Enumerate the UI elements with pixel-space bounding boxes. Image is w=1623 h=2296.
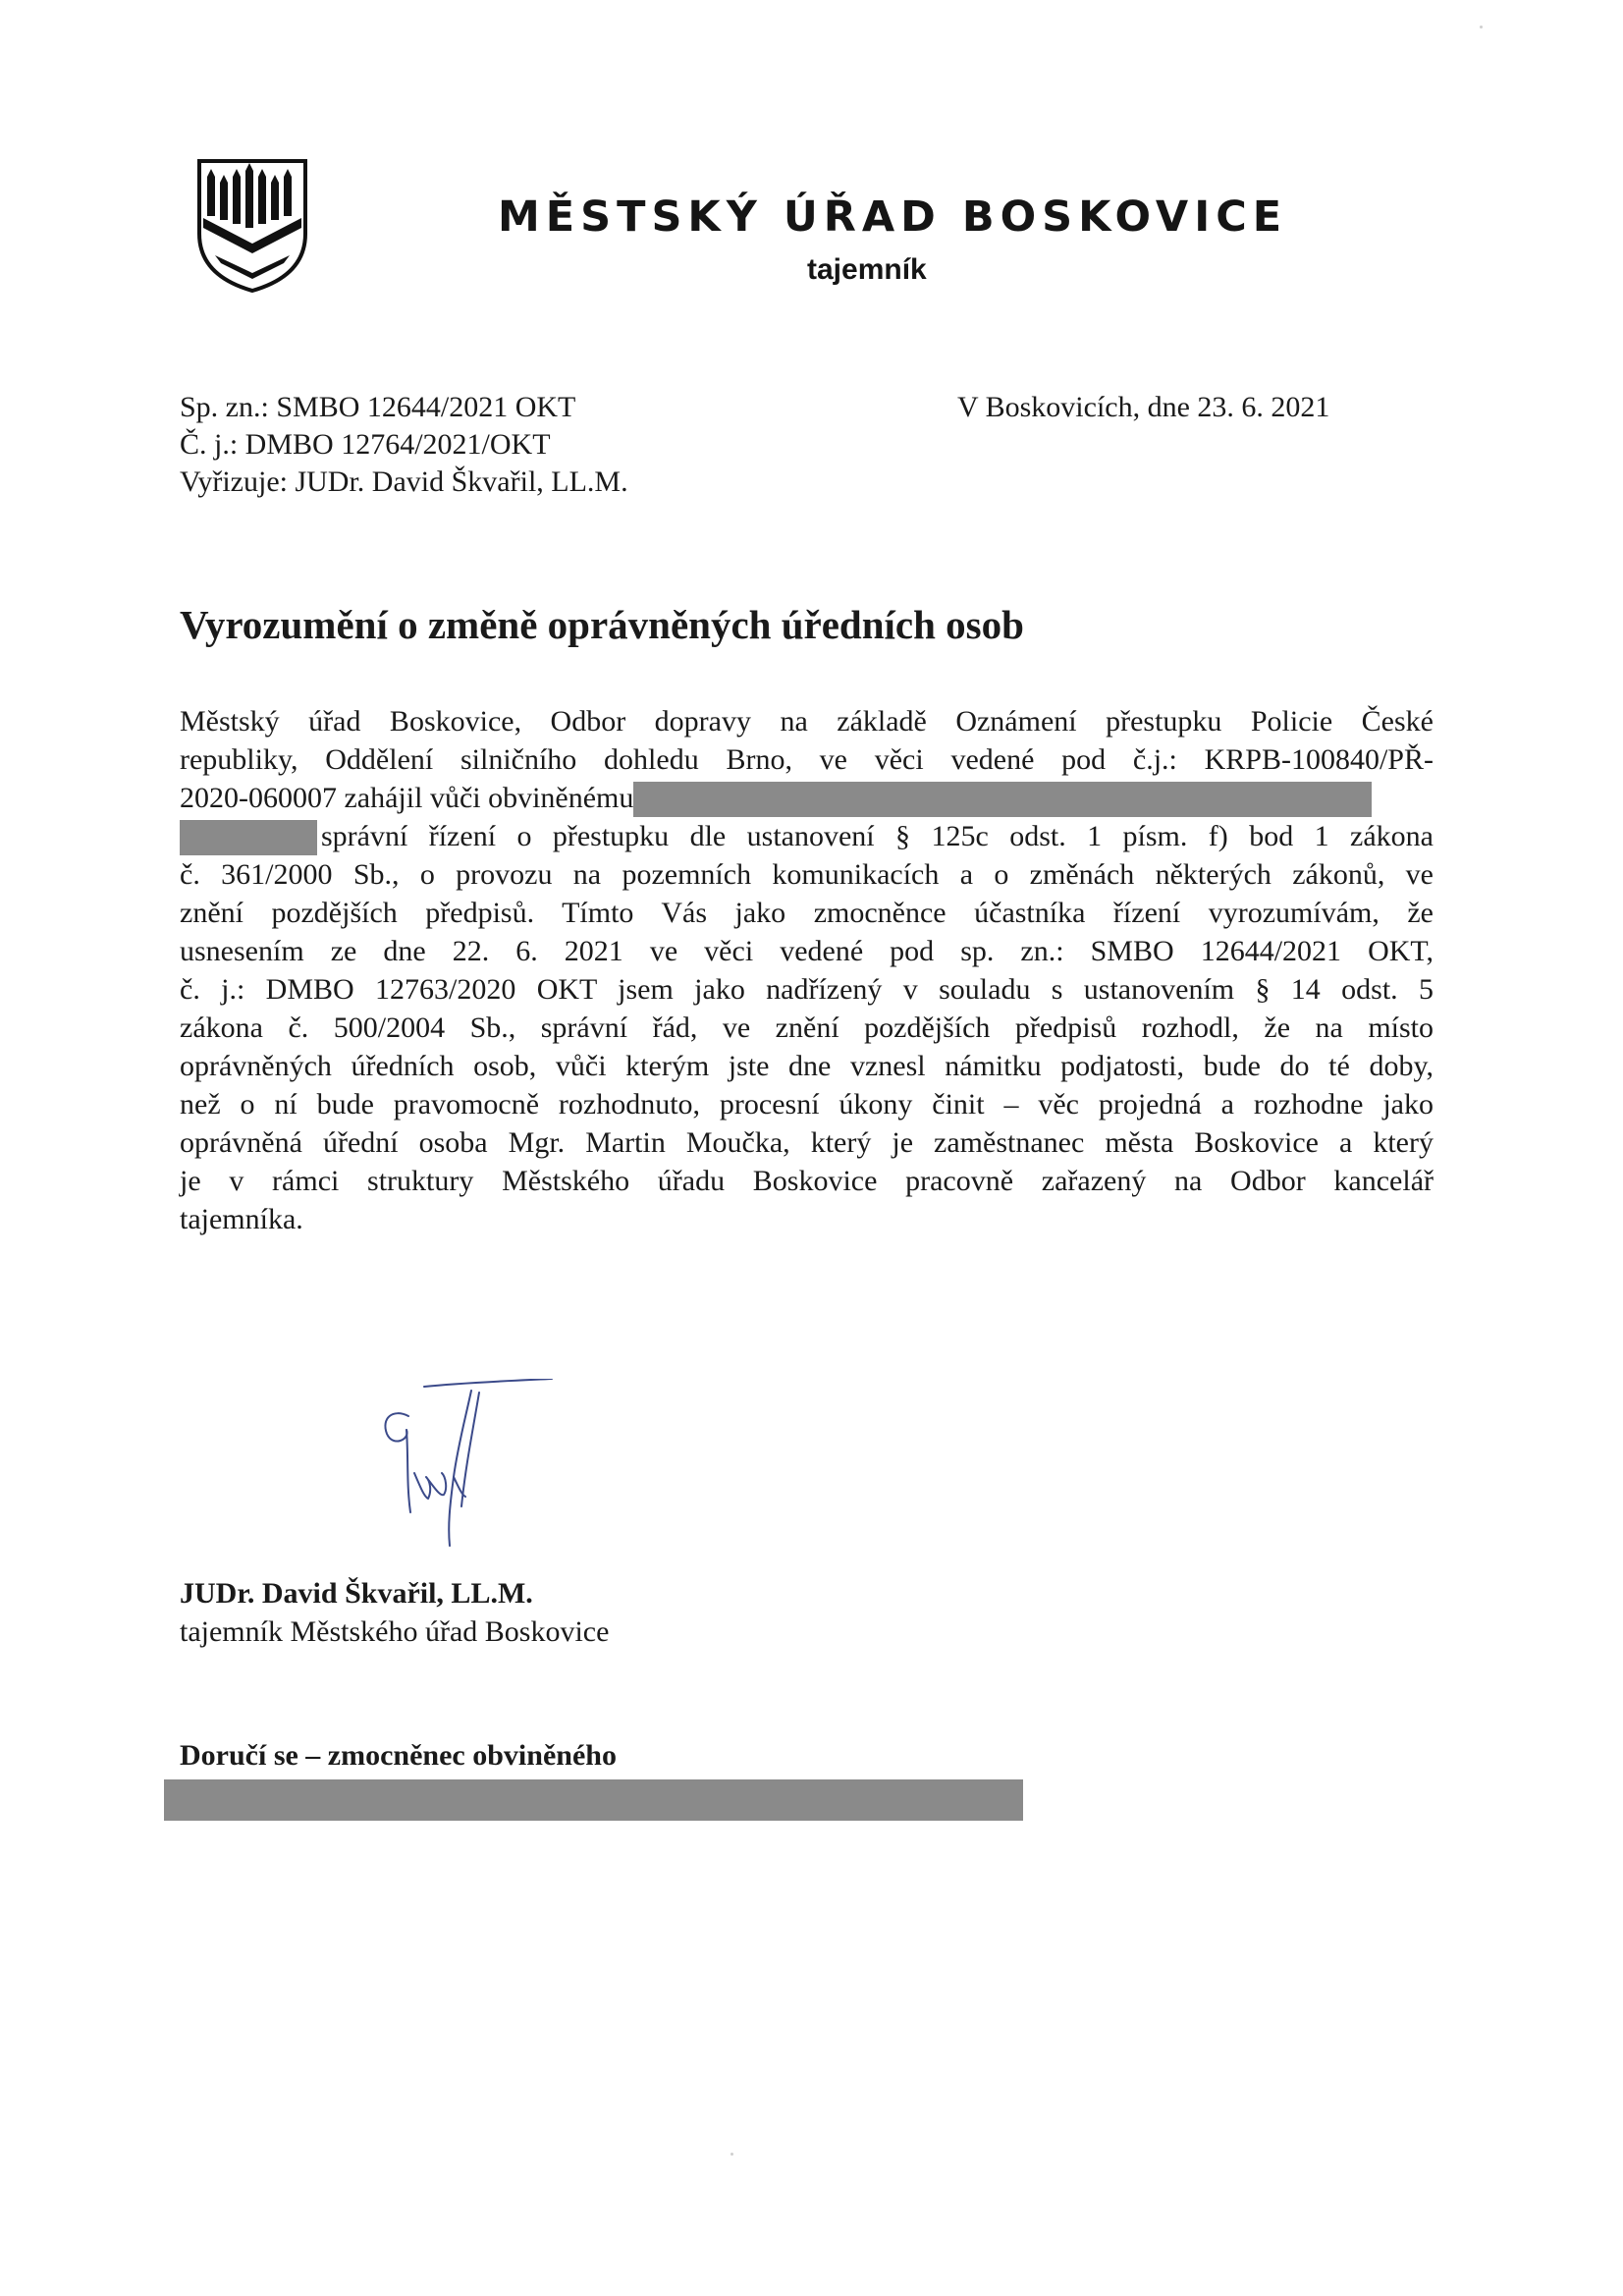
body-line-with-redaction — [180, 817, 1434, 855]
handwritten-signature — [363, 1379, 569, 1556]
document-title: Vyrozumění o změně oprávněných úředních osob — [180, 602, 1024, 647]
document-date: V Boskovicích, dne 23. 6. 2021 — [957, 391, 1330, 423]
handled-by: Vyřizuje: JUDr. David Škvařil, LL.M. — [180, 465, 628, 498]
body-line: Městský úřad Boskovice, Odbor dopravy na základě Oznámení přestupku Policie České — [180, 705, 1434, 738]
redaction-bar — [164, 1779, 1023, 1821]
body-line: znění pozdějších předpisů. Tímto Vás jako zmocněnce účastníka řízení vyrozumívám, že — [180, 897, 1434, 929]
office-name: MĚSTSKÝ ÚŘAD BOSKOVICE — [498, 192, 1288, 242]
body-line: než o ní bude pravomocně rozhodnuto, procesní úkony činit – věc projedná a rozhodne jako — [180, 1088, 1434, 1121]
office-subtitle: tajemník — [807, 253, 927, 286]
body-text-fragment: správní řízení o přestupku dle ustanovení § 125c odst. 1 písm. f) bod 1 zákona — [321, 820, 1434, 852]
body-line: usnesením ze dne 22. 6. 2021 ve věci vedené pod sp. zn.: SMBO 12644/2021 OKT, — [180, 935, 1434, 967]
body-text-fragment: 2020-060007 zahájil vůči obviněnému — [180, 782, 634, 814]
body-line-with-redaction — [180, 779, 1434, 817]
body-line: č. j.: DMBO 12763/2020 OKT jsem jako nadřízený v souladu s ustanovením § 14 odst. 5 — [180, 973, 1434, 1006]
city-crest-logo — [193, 157, 311, 295]
body-line: oprávněných úředních osob, vůči kterým jste dne vznesl námitku podjatosti, bude do té doby, — [180, 1050, 1434, 1082]
delivery-label: Doručí se – zmocněnec obviněného — [180, 1739, 617, 1772]
reference-number: Č. j.: DMBO 12764/2021/OKT — [180, 428, 551, 461]
scan-speck — [1480, 26, 1483, 28]
redaction-bar — [633, 782, 1372, 817]
file-number: Sp. zn.: SMBO 12644/2021 OKT — [180, 391, 576, 423]
body-line: č. 361/2000 Sb., o provozu na pozemních komunikacích a o změnách některých zákonů, ve — [180, 858, 1434, 891]
body-line: zákona č. 500/2004 Sb., správní řád, ve znění pozdějších předpisů rozhodl, že na místo — [180, 1011, 1434, 1044]
redaction-bar — [180, 820, 317, 855]
body-line: oprávněná úřední osoba Mgr. Martin Moučka, který je zaměstnanec města Boskovice a který — [180, 1126, 1434, 1159]
signer-name: JUDr. David Škvařil, LL.M. — [180, 1577, 533, 1610]
scan-speck — [730, 2153, 733, 2156]
body-line: je v rámci struktury Městského úřadu Boskovice pracovně zařazený na Odbor kancelář — [180, 1165, 1434, 1197]
body-line: republiky, Oddělení silničního dohledu Brno, ve věci vedené pod č.j.: KRPB-100840/PŘ- — [180, 743, 1434, 776]
reference-block — [180, 389, 628, 501]
body-line: tajemníka. — [180, 1203, 303, 1235]
body-paragraph — [180, 702, 1434, 1238]
signer-role: tajemník Městského úřad Boskovice — [180, 1615, 610, 1648]
